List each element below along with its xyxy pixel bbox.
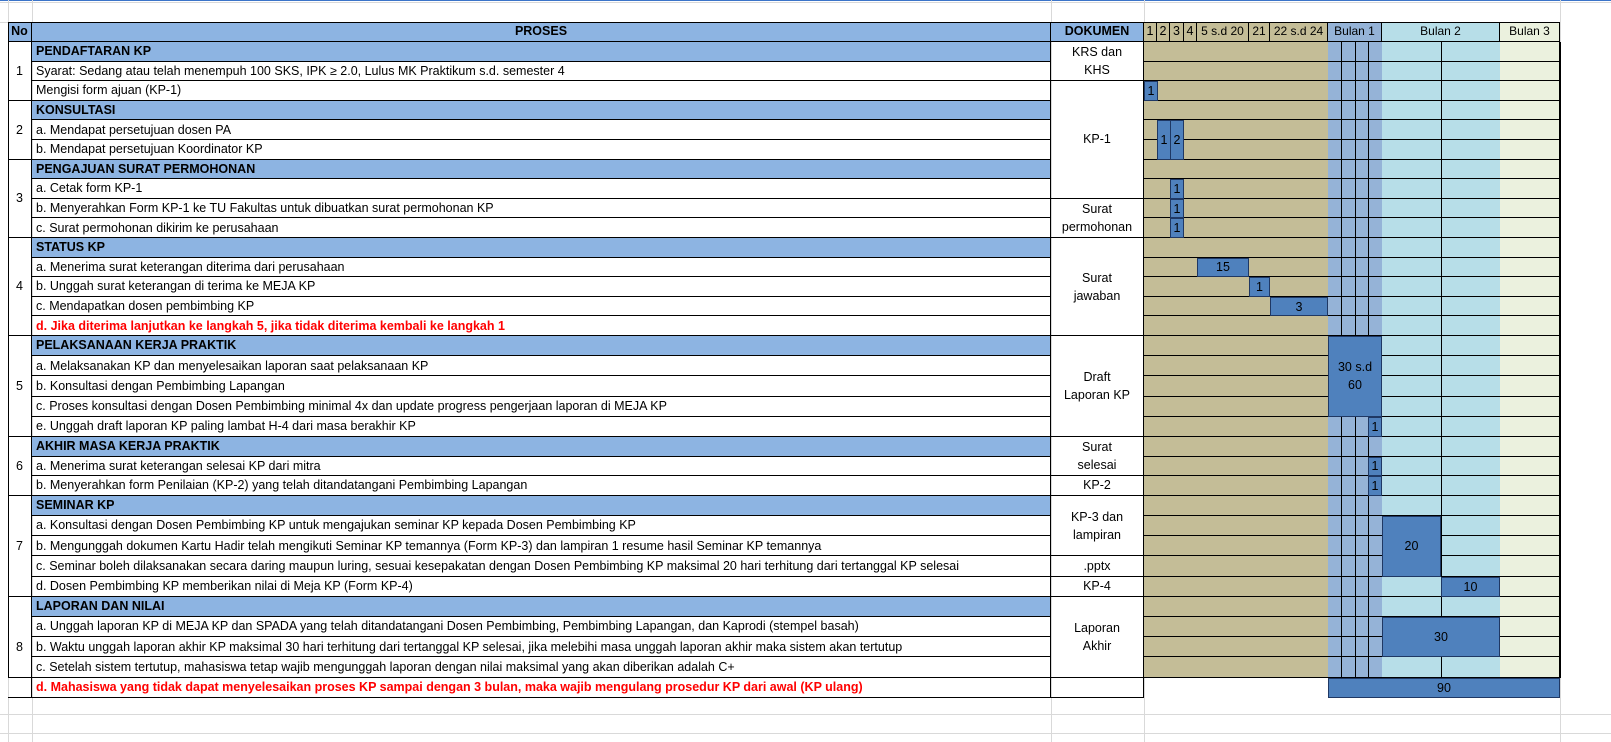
timeline-bar: 90 (1328, 678, 1560, 698)
timeline-bar: 15 (1197, 258, 1249, 278)
step-number: 4 (8, 238, 32, 336)
timeline-bar: 10 (1441, 577, 1500, 597)
header-period: 2 (1157, 22, 1170, 42)
section-heading: STATUS KP (32, 238, 1051, 258)
document-cell: KRS dan KHS (1051, 42, 1144, 81)
process-step: a. Unggah laporan KP di MEJA KP dan SPADA yang telah ditandatangani Dosen Pembimbing, Pembimbing Lapangan, dan Kaprodi (stempel basah) (32, 617, 1051, 637)
timeline-row-line (1144, 555, 1560, 556)
timeline-bar: 30 s.d 60 (1328, 336, 1382, 417)
document-cell: KP-2 (1051, 476, 1144, 496)
document-cell: KP-1 (1051, 81, 1144, 199)
process-step: b. Mengunggah dokumen Kartu Hadir telah mengikuti Seminar KP temannya (Form KP-3) dan lampiran 1 resume hasil Seminar KP temannya (32, 536, 1051, 556)
timeline-row-line (1144, 119, 1560, 120)
header-period: 1 (1144, 22, 1157, 42)
section-heading: PENGAJUAN SURAT PERMOHONAN (32, 160, 1051, 180)
header-dokumen: DOKUMEN (1051, 22, 1144, 42)
header-period: Bulan 1 (1328, 22, 1382, 42)
step-number: 7 (8, 496, 32, 597)
process-step: a. Menerima surat keterangan diterima dari perusahaan (32, 258, 1051, 278)
document-cell: KP-4 (1051, 577, 1144, 597)
timeline-row-line (1144, 178, 1560, 179)
section-heading: LAPORAN DAN NILAI (32, 597, 1051, 617)
timeline-bar: 1 (1157, 120, 1171, 159)
timeline-row-line (1144, 515, 1560, 516)
document-cell: .pptx (1051, 556, 1144, 576)
timeline-row-line (1144, 475, 1560, 476)
timeline-column-bg (1184, 42, 1198, 678)
process-step: d. Mahasiswa yang tidak dapat menyelesaikan proses KP sampai dengan 3 bulan, maka wajib mengulang prosedur KP dari awal (KP ulang) (32, 678, 1051, 698)
timeline-bar: 1 (1368, 457, 1382, 477)
process-step: b. Unggah surat keterangan di terima ke MEJA KP (32, 277, 1051, 297)
section-heading: AKHIR MASA KERJA PRAKTIK (32, 437, 1051, 457)
timeline-row-line (1144, 139, 1560, 140)
process-step: Mengisi form ajuan (KP-1) (32, 81, 1051, 101)
timeline-row-line (1144, 100, 1560, 101)
timeline-bar: 1 (1249, 277, 1270, 297)
process-step: e. Unggah draft laporan KP paling lambat H-4 dari masa berakhir KP (32, 417, 1051, 437)
header-period: Bulan 3 (1500, 22, 1560, 42)
timeline-bar: 1 (1368, 417, 1382, 437)
timeline-row-line (1144, 315, 1560, 316)
header-period: 22 s.d 24 (1270, 22, 1328, 42)
section-heading: PENDAFTARAN KP (32, 42, 1051, 62)
section-heading: KONSULTASI (32, 101, 1051, 121)
process-step: a. Melaksanakan KP dan menyelesaikan laporan saat pelaksanaan KP (32, 356, 1051, 376)
document-cell: Surat selesai (1051, 437, 1144, 476)
process-step: a. Cetak form KP-1 (32, 179, 1051, 199)
step-number: 6 (8, 437, 32, 496)
header-period: 4 (1184, 22, 1197, 42)
step-number: 1 (8, 42, 32, 101)
timeline-row-line (1144, 456, 1560, 457)
section-heading: PELAKSANAAN KERJA PRAKTIK (32, 336, 1051, 356)
timeline-bar: 20 (1382, 516, 1441, 577)
timeline-bar: 3 (1270, 297, 1328, 317)
timeline-column-bg (1249, 42, 1271, 678)
process-step: a. Mendapat persetujuan dosen PA (32, 120, 1051, 140)
timeline-row-line (1144, 217, 1560, 218)
timeline-bar: 1 (1170, 218, 1184, 238)
timeline-row-line (1144, 159, 1560, 160)
document-cell: Surat jawaban (1051, 238, 1144, 336)
timeline-row-line (1144, 237, 1560, 238)
timeline-row-line (1144, 296, 1560, 297)
header-period: 21 (1249, 22, 1270, 42)
timeline-column-bg (1144, 42, 1158, 678)
timeline-row-line (1144, 198, 1560, 199)
document-cell: Laporan Akhir (1051, 597, 1144, 678)
process-step: d. Jika diterima lanjutkan ke langkah 5, jika tidak diterima kembali ke langkah 1 (32, 316, 1051, 336)
timeline-column-bg (1500, 42, 1561, 678)
timeline-row-line (1144, 495, 1560, 496)
timeline-column-bg (1197, 42, 1250, 678)
timeline-bar: 1 (1170, 179, 1184, 199)
sheet-gridline (0, 714, 1611, 715)
process-step: c. Proses konsultasi dengan Dosen Pembimbing minimal 4x dan update progress pengerjaan laporan di MEJA KP (32, 397, 1051, 417)
timeline-bar: 1 (1144, 81, 1158, 101)
step-number: 8 (8, 597, 32, 698)
sheet-gridline (0, 733, 1611, 734)
process-step: b. Menyerahkan Form KP-1 ke TU Fakultas untuk dibuatkan surat permohonan KP (32, 199, 1051, 219)
sheet-gridline (0, 22, 8, 23)
timeline-row-line (1144, 436, 1560, 437)
sheet-gridline (0, 2, 1611, 3)
header-period: 3 (1170, 22, 1184, 42)
process-step: c. Seminar boleh dilaksanakan secara daring maupun luring, sesuai kesepakatan dengan Dosen Pembimbing KP maksimal 20 hari terhitung dari tertanggal KP selesai (32, 556, 1051, 576)
timeline-row-line (1144, 80, 1560, 81)
header-no: No (8, 22, 32, 42)
process-step: a. Menerima surat keterangan selesai KP dari mitra (32, 457, 1051, 477)
step-number: 2 (8, 101, 32, 160)
timeline-bar: 1 (1368, 476, 1382, 496)
document-cell (1051, 678, 1144, 698)
process-step: b. Mendapat persetujuan Koordinator KP (32, 140, 1051, 160)
process-step: c. Surat permohonan dikirim ke perusahaan (32, 218, 1051, 238)
process-step: b. Menyerahkan form Penilaian (KP-2) yang telah ditandatangani Pembimbing Lapangan (32, 476, 1051, 496)
document-cell: Surat permohonan (1051, 199, 1144, 238)
timeline-row-line (1144, 535, 1560, 536)
header-period: Bulan 2 (1382, 22, 1500, 42)
timeline-bar: 2 (1170, 120, 1184, 159)
process-step: c. Setelah sistem tertutup, mahasiswa tetap wajib mengunggah laporan dengan nilai maksimal yang akan diberikan adalah C+ (32, 657, 1051, 677)
section-heading: SEMINAR KP (32, 496, 1051, 516)
document-cell: Draft Laporan KP (1051, 336, 1144, 437)
process-step: d. Dosen Pembimbing KP memberikan nilai di Meja KP (Form KP-4) (32, 577, 1051, 597)
process-step: a. Konsultasi dengan Dosen Pembimbing KP untuk mengajukan seminar KP kepada Dosen Pembimbing KP (32, 516, 1051, 536)
sheet-gridline (0, 0, 1611, 1)
timeline-column-bg (1270, 42, 1329, 678)
header-period: 5 s.d 20 (1197, 22, 1249, 42)
document-cell: KP-3 dan lampiran (1051, 496, 1144, 557)
header-proses: PROSES (32, 22, 1051, 42)
timeline-bar: 30 (1382, 617, 1500, 657)
timeline-bar: 1 (1170, 199, 1184, 219)
step-number: 3 (8, 160, 32, 238)
process-step: c. Mendapatkan dosen pembimbing KP (32, 297, 1051, 317)
process-step: b. Waktu unggah laporan akhir KP maksimal 30 hari terhitung dari tertanggal KP selesai, jika melebihi masa unggah laporan akhir maka sistem akan tertutup (32, 637, 1051, 657)
step-number: 5 (8, 336, 32, 437)
timeline-row-line (1144, 61, 1560, 62)
process-step: b. Konsultasi dengan Pembimbing Lapangan (32, 376, 1051, 396)
process-step: Syarat: Sedang atau telah menempuh 100 SKS, IPK ≥ 2.0, Lulus MK Praktikum s.d. semester 4 (32, 62, 1051, 82)
